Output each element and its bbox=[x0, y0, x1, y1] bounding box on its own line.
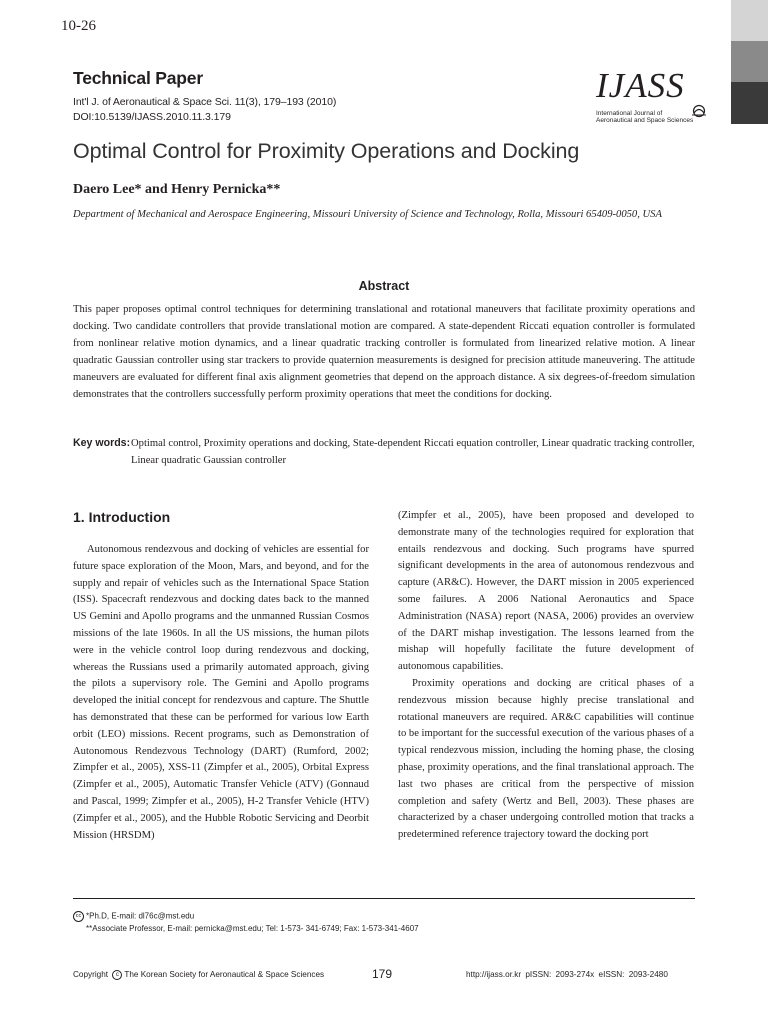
body-column-right bbox=[398, 508, 694, 844]
footer-issn: http://ijass.or.kr pISSN: 2093-274x eISSN: 2093-2480 bbox=[466, 970, 668, 979]
author-affiliation: Department of Mechanical and Aerospace Engineering, Missouri University of Science and Technology, Rolla, Missouri 65409-0050, USA bbox=[73, 209, 662, 220]
copyright-holder: The Korean Society for Aeronautical & Space Sciences bbox=[124, 970, 325, 980]
logo-subtitle-line2: Aeronautical and Space Sciences bbox=[596, 117, 694, 124]
side-tab-light bbox=[731, 0, 768, 41]
side-tab-dark bbox=[731, 82, 768, 124]
page-id: 10-26 bbox=[61, 18, 96, 34]
section-heading-introduction: 1. Introduction bbox=[73, 509, 171, 525]
logo-wordmark: IJASS bbox=[596, 66, 685, 105]
copyright-icon: c bbox=[112, 970, 122, 980]
keywords-label: Key words: bbox=[73, 437, 131, 449]
body-column-left bbox=[73, 542, 369, 844]
keywords-block bbox=[73, 435, 695, 469]
paragraph: Autonomous rendezvous and docking of vehicles are essential for future space exploration of the Moon, Mars, and beyond, and for the supply and repair of vehicles such as the International Space Station (ISS). Spacecraft rendezvous and docking dates back to the manned US Gemini and Apollo programs and the unmanned Russian Cosmos missions of the late 1960s. In all the US missions, the human pilots were in the vehicle control loop during rendezvous and docking, whereas the Russians used a primarily automated approach, giving the pilots a supervisory role. The Gemini and Apollo programs developed the initial concept for rendezvous and capture. The Shuttle has demonstrated that these can be performed for various low Earth orbit (LEO) missions. Recent programs, such as Demonstration of Autonomous Rendezvous Technology (DART) (Rumford, 2002; Zimpfer et al., 2005), XSS-11 (Zimpfer et al., 2005), Orbital Express (Zimpfer et al., 2005), Automatic Transfer Vehicle (ATV) (Gonnaud and Pascal, 1999; Zimpfer et al., 2005), H-2 Transfer Vehicle (HTV) (Zimpfer et al., 2005), and the Hubble Robotic Servicing and Deorbit Mission (HRSDM) bbox=[73, 544, 369, 841]
paragraph: (Zimpfer et al., 2005), have been proposed and developed to demonstrate many of the technologies required for exploration that entails rendezvous and docking. Such programs have spurred significant developments in the area of autonomous rendezvous and capture (AR&C). However, the DART mission in 2005 experienced some failures. A 2006 National Aeronautics and Space Administration (NASA) report (NASA, 2006) provides an overview of the DART mishap investigation. The lessons learned from the mishap will hopefully facilitate the future development of autonomous capabilities. bbox=[398, 510, 694, 673]
logo-subtitle-line1: International Journal of bbox=[596, 110, 663, 117]
abstract-heading: Abstract bbox=[358, 279, 410, 293]
paper-title: Optimal Control for Proximity Operations and Docking bbox=[73, 139, 580, 163]
footer-copyright bbox=[73, 970, 324, 980]
journal-citation: Int'l J. of Aeronautical & Space Sci. 11(3), 179–193 (2010) bbox=[73, 96, 337, 108]
abstract-body: This paper proposes optimal control techniques for determining translational and rotational maneuvers that facilitate proximity operations and docking. Two candidate controllers that provide translational motion are compared. A state-dependent Riccati equation controller is formulated from nonlinear relative motion dynamics, and a linear quadratic tracking controller is formulated from linearized relative motion. A linear quadratic Gaussian controller using star trackers to provide quaternion measurements is designed for precision attitude maneuvering. The attitude maneuvers are evaluated for different final axis alignment geometries that depend on the approach distance. A six degrees-of-freedom simulation demonstrates that the controllers successfully perform proximity operations that meet the conditions for docking. bbox=[73, 304, 695, 400]
footnote-2-text: **Associate Professor, E-mail: pernicka@mst.edu; Tel: 1-573- 341-6749; Fax: 1-573-341-4607 bbox=[86, 924, 419, 933]
logo-emblem-icon bbox=[691, 104, 707, 118]
copyright-label: Copyright bbox=[73, 970, 109, 980]
footnote-1-text: *Ph.D, E-mail: dl76c@mst.edu bbox=[86, 911, 195, 921]
creative-commons-icon: cc bbox=[73, 911, 84, 922]
footnote-1 bbox=[73, 911, 194, 922]
footnote-2 bbox=[73, 924, 419, 934]
footnote-divider bbox=[73, 898, 695, 899]
paper-type-heading: Technical Paper bbox=[73, 68, 203, 88]
paragraph: Proximity operations and docking are critical phases of a rendezvous mission because highly precise translational and rotational maneuvers are required. AR&C capabilities will continue to be important for the successful execution of the various phases of a typical rendezvous mission, including the homing phase, the closing phase, proximity operations, and the final translational approach. The last two phases are critical from the perspective of mission completion and safety (Wertz and Bell, 2003). These phases are characterized by a chaser undergoing controlled motion that tracks a predetermined reference trajectory toward the docking port bbox=[398, 677, 694, 841]
journal-logo bbox=[596, 66, 714, 128]
page-number: 179 bbox=[372, 967, 393, 981]
doi-text: DOI:10.5139/IJASS.2010.11.3.179 bbox=[73, 111, 231, 123]
paper-authors: Daero Lee* and Henry Pernicka** bbox=[73, 182, 281, 197]
keywords-text: Optimal control, Proximity operations and docking, State-dependent Riccati equation controller, Linear quadratic tracking controller, Linear quadratic Gaussian controller bbox=[131, 438, 695, 466]
side-tab-mid bbox=[731, 41, 768, 82]
